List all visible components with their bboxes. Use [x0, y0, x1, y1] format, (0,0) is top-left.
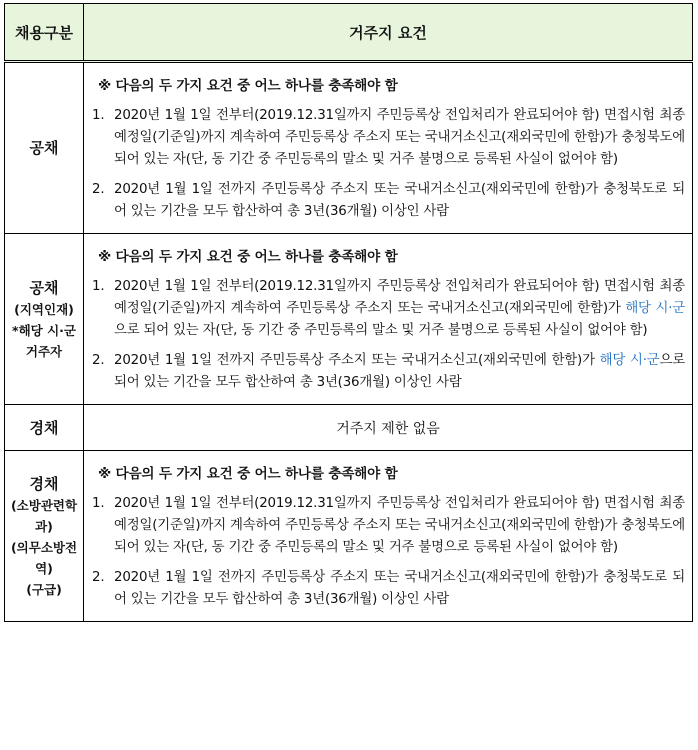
category-cell — [5, 62, 84, 234]
category-label: 공채 — [29, 278, 59, 297]
table-row — [5, 62, 693, 234]
category-sub-label: (의무소방전역) — [10, 539, 78, 576]
header-hiring-type: 채용구분 — [5, 4, 84, 62]
list-item — [92, 567, 685, 611]
table-row — [5, 451, 693, 622]
item-text-part: 2020년 1월 1일 전부터(2019.12.31일까지 주민등록상 전입처리가 완료되어야 함) 면접시험 최종예정일(기준일)까지 계속하여 주민등록상 주소지 또는 국내거소신고(재외국민에 한함)가 — [114, 279, 685, 316]
requirement-cell: 거주지 제한 없음 — [84, 405, 693, 451]
requirement-cell — [84, 234, 693, 405]
item-text-part: 으로 되어 있는 자(단, 동 기간 중 주민등록의 말소 및 거주 불명으로 등록된 사실이 없어야 함) — [114, 323, 648, 338]
list-item — [92, 350, 685, 394]
item-text — [114, 350, 685, 394]
item-text: 2020년 1월 1일 전까지 주민등록상 주소지 또는 국내거소신고(재외국민에 한함)가 충청북도로 되어 있는 기간을 모두 합산하여 총 3년(36개월) 이상인 사람 — [114, 182, 685, 219]
requirement-list — [92, 493, 685, 611]
category-cell — [5, 234, 84, 405]
requirement-list — [92, 276, 685, 394]
notice-text: ※ 다음의 두 가지 요건 중 어느 하나를 충족해야 함 — [98, 249, 398, 265]
list-item — [92, 179, 685, 223]
item-number: 1. — [92, 496, 105, 511]
table-row — [5, 234, 693, 405]
item-text: 2020년 1월 1일 전까지 주민등록상 주소지 또는 국내거소신고(재외국민에 한함)가 충청북도로 되어 있는 기간을 모두 합산하여 총 3년(36개월) 이상인 사람 — [114, 570, 685, 607]
category-sub-label: (구급) — [26, 581, 62, 597]
category-cell — [5, 451, 84, 622]
category-sub-label: (소방관련학과) — [10, 497, 78, 534]
list-item — [92, 105, 685, 171]
item-number: 2. — [92, 182, 105, 197]
item-text-part: 으로 되어 있는 기간을 모두 합산하여 총 3년(36개월) 이상인 사람 — [114, 353, 685, 390]
requirement-list — [92, 105, 685, 223]
list-item — [92, 276, 685, 342]
notice-text: ※ 다음의 두 가지 요건 중 어느 하나를 충족해야 함 — [98, 78, 398, 94]
category-label: 경채 — [29, 474, 59, 493]
residence-requirements-table — [4, 3, 693, 622]
item-text — [114, 276, 685, 342]
category-label: 경채 — [29, 418, 59, 437]
requirement-cell — [84, 451, 693, 622]
item-number: 1. — [92, 108, 105, 123]
category-sub-label: *해당 시·군 — [12, 322, 76, 338]
item-text: 2020년 1월 1일 전부터(2019.12.31일까지 주민등록상 전입처리가 완료되어야 함) 면접시험 최종예정일(기준일)까지 계속하여 주민등록상 주소지 또는 국내거소신고(재외국민에 한함)가 충청북도에 되어 있는 자(단, 동 기간 중 주민등록의 말소 및 거주 불명으로 등록된 사실이 없어야 함) — [114, 108, 685, 167]
notice-text: ※ 다음의 두 가지 요건 중 어느 하나를 충족해야 함 — [98, 466, 398, 482]
item-number: 1. — [92, 279, 105, 294]
category-cell — [5, 405, 84, 451]
table-header-row — [5, 4, 693, 62]
highlight-region-text: 해당 시·군 — [599, 353, 660, 368]
header-residence-requirement: 거주지 요건 — [84, 4, 693, 62]
category-label: 공채 — [29, 139, 59, 157]
item-text: 2020년 1월 1일 전부터(2019.12.31일까지 주민등록상 전입처리가 완료되어야 함) 면접시험 최종예정일(기준일)까지 계속하여 주민등록상 주소지 또는 국내거소신고(재외국민에 한함)가 충청북도에 되어 있는 자(단, 동 기간 중 주민등록의 말소 및 거주 불명으로 등록된 사실이 없어야 함) — [114, 496, 685, 555]
category-sub-label: (지역인재) — [14, 301, 74, 317]
item-number: 2. — [92, 570, 105, 585]
highlight-region-text: 해당 시·군 — [625, 301, 685, 316]
table-row — [5, 405, 693, 451]
category-sub-label: 거주자 — [25, 343, 63, 359]
requirement-cell — [84, 62, 693, 234]
item-number: 2. — [92, 353, 105, 368]
item-text-part: 2020년 1월 1일 전까지 주민등록상 주소지 또는 국내거소신고(재외국민에 한함)가 — [114, 353, 600, 368]
list-item — [92, 493, 685, 559]
